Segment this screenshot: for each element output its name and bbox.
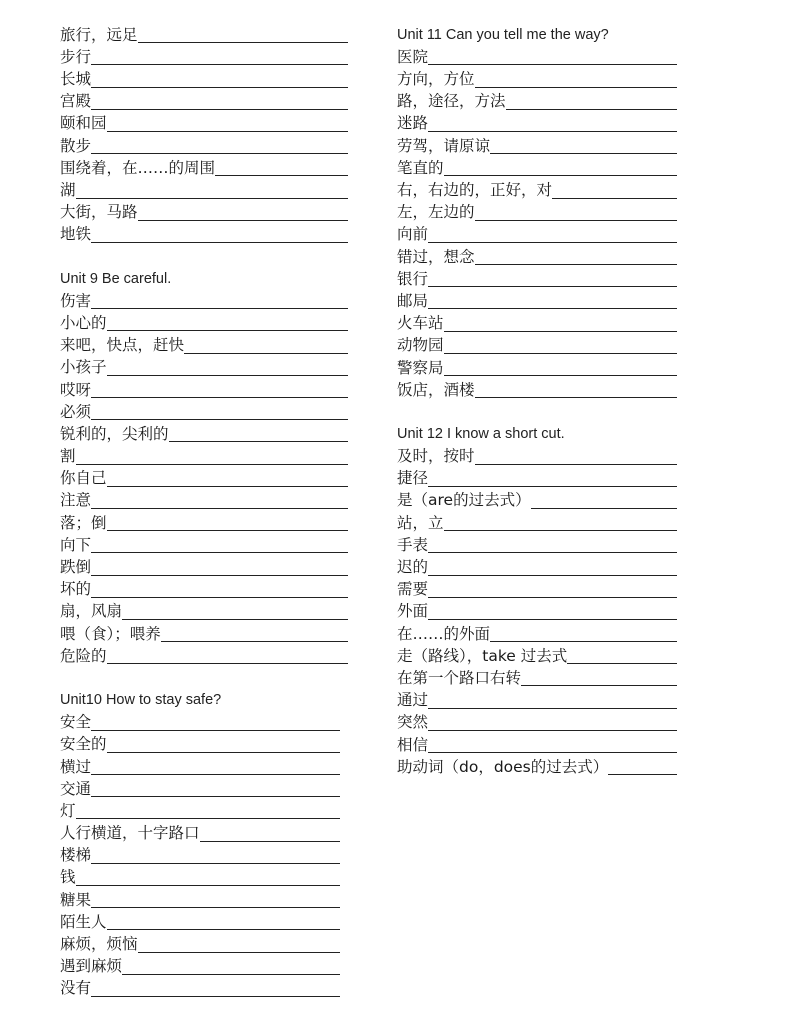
vocab-prompt: 向下 <box>60 535 92 554</box>
answer-blank[interactable] <box>107 130 348 132</box>
vocab-prompt: 人行横道，十字路口 <box>60 824 200 843</box>
vocab-row <box>60 600 355 622</box>
vocab-row <box>397 711 687 733</box>
vocab-prompt: 饭店，酒楼 <box>397 380 475 399</box>
answer-blank[interactable] <box>428 751 677 753</box>
vocab-row <box>60 977 355 999</box>
answer-blank[interactable] <box>76 817 340 819</box>
answer-blank[interactable] <box>91 773 340 775</box>
vocab-prompt: 动物园 <box>397 336 444 355</box>
answer-blank[interactable] <box>475 86 677 88</box>
vocab-prompt: 笔直的 <box>397 158 444 177</box>
answer-blank[interactable] <box>107 374 348 376</box>
vocab-row <box>60 777 355 799</box>
unit-heading <box>397 23 687 45</box>
unit-9-section <box>60 267 355 666</box>
answer-blank[interactable] <box>428 485 677 487</box>
vocab-row <box>60 799 355 821</box>
unit-heading <box>397 422 687 444</box>
answer-blank[interactable] <box>91 507 348 509</box>
vocab-row <box>60 201 355 223</box>
vocab-prompt: 通过 <box>397 691 429 710</box>
vocab-prompt: 右，右边的，正好，对 <box>397 181 553 199</box>
vocab-prompt: 火车站 <box>397 314 444 333</box>
vocab-row <box>60 223 355 245</box>
vocab-prompt: 散步 <box>60 136 92 155</box>
vocab-prompt: 没有 <box>60 979 92 998</box>
answer-blank[interactable] <box>475 219 677 221</box>
vocab-prompt: 注意 <box>60 491 92 510</box>
vocab-prompt: 糖果 <box>60 890 92 909</box>
vocab-row <box>60 710 355 732</box>
answer-blank[interactable] <box>91 795 340 797</box>
vocab-row <box>397 755 687 777</box>
vocab-prompt: 手表 <box>397 535 429 554</box>
vocab-row <box>397 666 687 688</box>
vocab-prompt: 助动词（do，does的过去式） <box>397 757 609 776</box>
unit-heading-text: Unit10 How to stay safe? <box>60 691 222 708</box>
vocab-prompt: 站，立 <box>397 513 444 532</box>
answer-blank[interactable] <box>184 352 348 354</box>
vocab-row <box>397 600 687 622</box>
vocab-row <box>397 644 687 666</box>
answer-blank[interactable] <box>428 551 677 553</box>
vocab-prompt: 大街，马路 <box>60 203 138 222</box>
vocab-prompt: 围绕着，在……的周围 <box>60 158 216 177</box>
answer-blank[interactable] <box>444 529 677 531</box>
vocab-prompt: 扇，风扇 <box>60 602 123 621</box>
answer-blank[interactable] <box>506 108 677 110</box>
vocab-row <box>397 311 687 333</box>
vocab-row <box>60 489 355 511</box>
answer-blank[interactable] <box>107 928 340 930</box>
vocab-row <box>397 555 687 577</box>
answer-blank[interactable] <box>444 352 677 354</box>
vocab-prompt: 锐利的，尖利的 <box>60 424 169 443</box>
answer-blank[interactable] <box>122 973 340 975</box>
vocab-row <box>60 866 355 888</box>
vocab-row <box>397 578 687 600</box>
vocab-row <box>397 201 687 223</box>
answer-blank[interactable] <box>138 219 348 221</box>
vocab-prompt: 银行 <box>397 269 429 288</box>
answer-blank[interactable] <box>608 773 677 775</box>
unit-heading-text: Unit 9 Be careful. <box>60 270 172 287</box>
vocab-row <box>60 511 355 533</box>
vocab-row <box>60 178 355 200</box>
vocab-row <box>397 733 687 755</box>
vocab-row <box>60 400 355 422</box>
answer-blank[interactable] <box>475 463 677 465</box>
vocab-row <box>60 45 355 67</box>
unit-12-section <box>397 422 687 777</box>
unit-heading <box>60 688 355 710</box>
answer-blank[interactable] <box>428 63 677 65</box>
vocab-row <box>60 378 355 400</box>
answer-blank[interactable] <box>552 197 677 199</box>
section-gap <box>60 245 355 267</box>
answer-blank[interactable] <box>91 596 348 598</box>
answer-blank[interactable] <box>91 86 348 88</box>
answer-blank[interactable] <box>444 374 677 376</box>
answer-blank[interactable] <box>567 662 677 664</box>
vocab-row <box>60 733 355 755</box>
left-section-1 <box>60 23 355 245</box>
answer-blank[interactable] <box>91 729 340 731</box>
unit-10-section <box>60 688 355 999</box>
answer-blank[interactable] <box>91 418 348 420</box>
answer-blank[interactable] <box>490 640 677 642</box>
vocab-row <box>397 622 687 644</box>
answer-blank[interactable] <box>169 440 348 442</box>
vocab-prompt: 遇到麻烦 <box>60 957 123 976</box>
vocab-row <box>397 245 687 267</box>
vocab-prompt: 警察局 <box>397 358 444 377</box>
answer-blank[interactable] <box>428 618 677 620</box>
answer-blank[interactable] <box>107 529 348 531</box>
vocab-row <box>60 134 355 156</box>
answer-blank[interactable] <box>531 507 677 509</box>
unit-heading <box>60 267 355 289</box>
vocab-prompt: 步行 <box>60 47 92 66</box>
vocab-row <box>60 755 355 777</box>
vocab-prompt: 长城 <box>60 70 92 89</box>
vocab-row <box>60 67 355 89</box>
vocab-prompt: 捷径 <box>397 469 429 488</box>
answer-blank[interactable] <box>91 551 348 553</box>
vocab-row <box>397 356 687 378</box>
answer-blank[interactable] <box>138 951 340 953</box>
vocab-prompt: 割 <box>60 447 76 466</box>
unit-heading-text: Unit 12 I know a short cut. <box>397 425 565 442</box>
vocab-row <box>397 67 687 89</box>
vocab-row <box>397 156 687 178</box>
vocab-prompt: 湖 <box>60 181 76 199</box>
vocab-row <box>397 289 687 311</box>
vocab-prompt: 陌生人 <box>60 912 107 931</box>
section-gap <box>60 666 355 688</box>
answer-blank[interactable] <box>91 241 348 243</box>
vocab-prompt: 走（路线），take 过去式 <box>397 646 568 665</box>
vocab-row <box>60 533 355 555</box>
vocab-prompt: 小心的 <box>60 313 107 332</box>
vocab-prompt: 迟的 <box>397 558 429 576</box>
vocab-prompt: 喂（食）；喂养 <box>60 624 161 643</box>
answer-blank[interactable] <box>161 640 348 642</box>
vocab-row <box>397 112 687 134</box>
vocab-prompt: 来吧，快点，赶快 <box>60 336 185 355</box>
vocab-row <box>397 267 687 289</box>
vocab-prompt: 劳驾，请原谅 <box>397 136 491 155</box>
vocab-row <box>60 821 355 843</box>
vocab-row <box>60 289 355 311</box>
vocab-row <box>60 444 355 466</box>
vocab-prompt: 麻烦，烦恼 <box>60 935 138 953</box>
answer-blank[interactable] <box>91 995 340 997</box>
vocab-prompt: 坏的 <box>60 580 92 599</box>
vocab-row <box>60 90 355 112</box>
answer-blank[interactable] <box>107 329 348 331</box>
answer-blank[interactable] <box>138 41 348 43</box>
vocab-prompt: 必须 <box>60 402 92 421</box>
vocab-row <box>60 422 355 444</box>
vocab-row <box>397 223 687 245</box>
vocab-row <box>60 356 355 378</box>
vocab-prompt: 灯 <box>60 801 76 820</box>
vocab-prompt: 小孩子 <box>60 358 107 377</box>
answer-blank[interactable] <box>490 152 677 154</box>
answer-blank[interactable] <box>428 707 677 709</box>
answer-blank[interactable] <box>122 618 348 620</box>
vocab-prompt: 左，左边的 <box>397 203 475 222</box>
answer-blank[interactable] <box>91 574 348 576</box>
answer-blank[interactable] <box>107 662 348 664</box>
vocab-prompt: 钱 <box>60 868 76 887</box>
vocab-prompt: 楼梯 <box>60 846 92 865</box>
vocab-prompt: 旅行，远足 <box>60 25 138 44</box>
vocab-prompt: 伤害 <box>60 291 92 310</box>
vocab-prompt: 跌倒 <box>60 558 92 576</box>
vocab-prompt: 安全的 <box>60 735 107 754</box>
answer-blank[interactable] <box>428 574 677 576</box>
vocab-prompt: 颐和园 <box>60 114 107 133</box>
vocab-row <box>60 910 355 932</box>
answer-blank[interactable] <box>428 285 677 287</box>
vocab-row <box>60 644 355 666</box>
answer-blank[interactable] <box>107 751 340 753</box>
vocab-row <box>397 90 687 112</box>
vocab-prompt: 哎呀 <box>60 380 92 399</box>
vocab-row <box>60 333 355 355</box>
vocab-row <box>60 622 355 644</box>
answer-blank[interactable] <box>521 684 677 686</box>
vocab-prompt: 错过，想念 <box>397 247 475 266</box>
answer-blank[interactable] <box>91 906 340 908</box>
answer-blank[interactable] <box>475 396 677 398</box>
answer-blank[interactable] <box>475 263 677 265</box>
vocab-prompt: 方向，方位 <box>397 70 475 89</box>
vocab-prompt: 宫殿 <box>60 92 92 111</box>
vocab-row <box>60 578 355 600</box>
answer-blank[interactable] <box>428 241 677 243</box>
answer-blank[interactable] <box>428 729 677 731</box>
vocab-row <box>60 467 355 489</box>
vocab-row <box>397 378 687 400</box>
vocab-row <box>60 112 355 134</box>
answer-blank[interactable] <box>428 596 677 598</box>
answer-blank[interactable] <box>91 396 348 398</box>
vocab-prompt: 危险的 <box>60 646 107 665</box>
vocab-prompt: 在第一个路口右转 <box>397 668 522 687</box>
vocab-row <box>397 533 687 555</box>
vocab-row <box>397 511 687 533</box>
section-gap <box>397 400 687 422</box>
answer-blank[interactable] <box>91 307 348 309</box>
vocab-prompt: 地铁 <box>60 225 92 244</box>
vocab-prompt: 你自己 <box>60 469 107 488</box>
vocab-prompt: 突然 <box>397 713 429 732</box>
vocab-prompt: 迷路 <box>397 114 429 133</box>
vocab-prompt: 及时，按时 <box>397 447 475 466</box>
vocab-row <box>397 134 687 156</box>
vocab-row <box>397 467 687 489</box>
vocab-prompt: 路，途径，方法 <box>397 92 506 111</box>
answer-blank[interactable] <box>76 197 348 199</box>
vocab-prompt: 需要 <box>397 580 429 599</box>
answer-blank[interactable] <box>91 862 340 864</box>
vocab-row <box>60 23 355 45</box>
answer-blank[interactable] <box>76 463 348 465</box>
vocab-row <box>397 45 687 67</box>
left-column <box>60 23 355 999</box>
answer-blank[interactable] <box>428 307 677 309</box>
vocab-row <box>397 489 687 511</box>
vocab-prompt: 在……的外面 <box>397 624 491 643</box>
vocab-prompt: 横过 <box>60 757 92 776</box>
vocab-prompt: 是（are的过去式） <box>397 491 531 510</box>
answer-blank[interactable] <box>215 174 348 176</box>
vocab-prompt: 交通 <box>60 779 92 798</box>
vocab-prompt: 安全 <box>60 713 92 732</box>
unit-11-section <box>397 23 687 400</box>
answer-blank[interactable] <box>91 108 348 110</box>
answer-blank[interactable] <box>200 840 340 842</box>
vocab-row <box>397 688 687 710</box>
vocab-row <box>60 844 355 866</box>
vocab-prompt: 邮局 <box>397 291 429 310</box>
answer-blank[interactable] <box>91 152 348 154</box>
answer-blank[interactable] <box>107 485 348 487</box>
vocab-row <box>60 555 355 577</box>
vocab-row <box>60 311 355 333</box>
answer-blank[interactable] <box>91 63 348 65</box>
vocab-row <box>397 334 687 356</box>
vocab-prompt: 相信 <box>397 735 429 754</box>
vocab-row <box>397 178 687 200</box>
vocab-row <box>60 888 355 910</box>
answer-blank[interactable] <box>444 174 677 176</box>
vocab-prompt: 外面 <box>397 602 429 621</box>
answer-blank[interactable] <box>76 884 340 886</box>
answer-blank[interactable] <box>444 330 677 332</box>
right-column <box>397 23 687 777</box>
unit-heading-text: Unit 11 Can you tell me the way? <box>397 26 609 43</box>
vocab-row <box>60 932 355 954</box>
vocab-row <box>397 444 687 466</box>
vocab-row <box>60 156 355 178</box>
answer-blank[interactable] <box>428 130 677 132</box>
vocab-row <box>60 955 355 977</box>
vocab-prompt: 向前 <box>397 225 429 244</box>
vocab-prompt: 落；倒 <box>60 513 107 532</box>
vocab-prompt: 医院 <box>397 47 429 66</box>
